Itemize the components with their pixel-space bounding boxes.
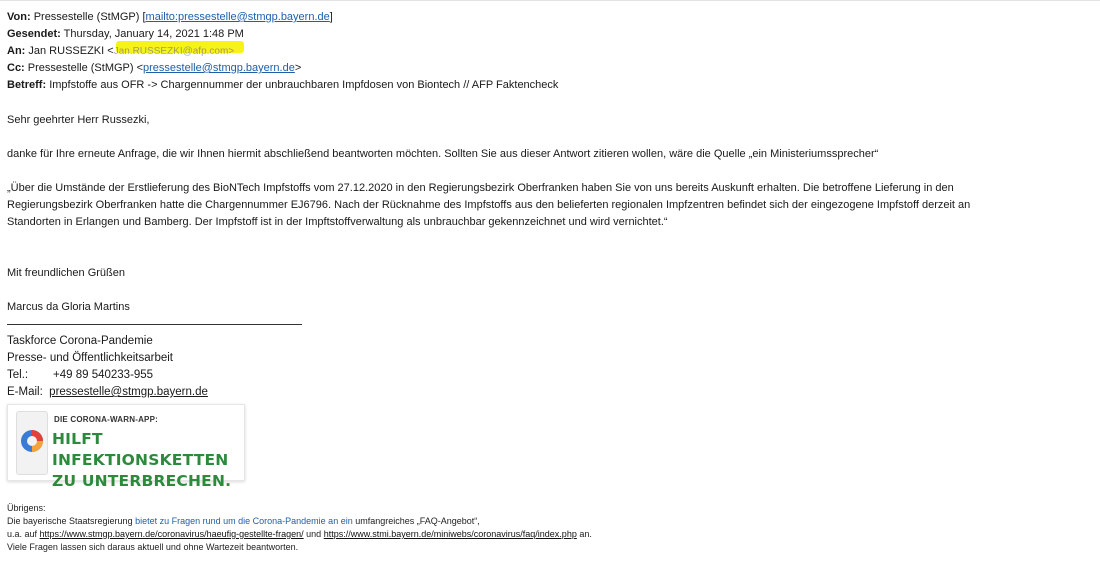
from-label: Von:: [7, 11, 31, 23]
mail-label: E-Mail:: [7, 386, 43, 398]
sender-name: Marcus da Gloria Martins: [7, 301, 130, 313]
from-close: ]: [329, 11, 333, 23]
signature-separator: [7, 324, 302, 325]
corona-warn-app-logo-icon: [19, 428, 45, 454]
redacted-address: [114, 43, 234, 60]
banner-headline-2: ZU UNTERBRECHEN.: [52, 472, 232, 490]
signature-block: [7, 333, 208, 401]
cc-row: [7, 60, 558, 77]
footer-line-2-b: bietet zu Fragen rund um die Corona-Pandemie an ein: [135, 516, 353, 526]
to-label: An:: [7, 45, 26, 57]
signature-line-2: Presse- und Öffentlichkeitsarbeit: [7, 352, 173, 364]
redacted-email: Jan.RUSSEZKI@afp.com>: [113, 46, 235, 57]
quote-line-2: Regierungsbezirk Oberfranken hatte die Chargennummer EJ6796. Nach der Rücknahme des Impfstoffs aus den belieferten regionalen Impfzentren befindet sich der eingezogene Impfstoff derzeit an: [7, 199, 971, 211]
to-row: [7, 43, 558, 60]
top-divider: [0, 0, 1100, 1]
sent-value: Thursday, January 14, 2021 1:48 PM: [63, 28, 244, 40]
footer-line-3-a: u.a. auf: [7, 529, 40, 539]
banner-small-text: DIE CORONA-WARN-APP:: [54, 415, 158, 424]
footer-line-4: Viele Fragen lassen sich daraus aktuell und ohne Wartezeit beantworten.: [7, 542, 299, 552]
cc-close: >: [294, 62, 302, 74]
footer-line-1: Übrigens:: [7, 503, 46, 513]
footer-line-3-b: und: [303, 529, 324, 539]
tel-value: +49 89 540233-955: [53, 369, 154, 381]
signature-tel: [7, 367, 208, 384]
paragraph-quote: [7, 180, 1087, 231]
footer-line-2: [7, 515, 592, 528]
footer-line-2-c: umfangreiches „FAQ-Angebot“,: [352, 516, 480, 526]
signature-line-1: Taskforce Corona-Pandemie: [7, 335, 153, 347]
sent-row: [7, 26, 558, 43]
banner-headline-1: HILFT INFEKTIONSKETTEN: [52, 430, 229, 469]
footer-line-3-c: an.: [576, 529, 592, 539]
to-value: Jan RUSSEZKI <: [28, 45, 114, 57]
tel-label: Tel.:: [7, 369, 29, 381]
faq-link-stmgp[interactable]: https://www.stmgp.bayern.de/coronavirus/haeufig-gestellte-fragen/: [39, 529, 304, 539]
cc-name: Pressestelle (StMGP) <: [27, 62, 144, 74]
cc-label: Cc:: [7, 62, 25, 74]
footer-line-3: [7, 528, 592, 541]
footer-note: [7, 502, 592, 554]
quote-line-1: „Über die Umstände der Erstlieferung des BioNTech Impfstoffs vom 27.12.2020 in den Regierungsbezirk Oberfranken haben Sie von uns bereits Auskunft erhalten. Die betroffene Lieferung in den: [7, 182, 954, 194]
subject-row: [7, 77, 558, 94]
from-mailto-link[interactable]: mailto:pressestelle@stmgp.bayern.de: [145, 11, 330, 23]
greeting: Sehr geehrter Herr Russezki,: [7, 114, 150, 126]
subject-label: Betreff:: [7, 79, 47, 91]
from-row: [7, 9, 558, 26]
signature-mail: [7, 384, 208, 401]
cc-email-link[interactable]: pressestelle@stmgp.bayern.de: [143, 62, 295, 74]
sent-label: Gesendet:: [7, 28, 61, 40]
footer-line-2-a: Die bayerische Staatsregierung: [7, 516, 136, 526]
quote-line-3: Standorten in Erlangen und Bamberg. Der Impfstoff ist in der Impftstoffverwaltung als unbrauchbar gekennzeichnet und wird vernichtet.“: [7, 216, 668, 228]
signature-email-link[interactable]: pressestelle@stmgp.bayern.de: [49, 386, 208, 398]
corona-warn-app-banner[interactable]: [7, 404, 245, 490]
faq-link-stmi[interactable]: https://www.stmi.bayern.de/miniwebs/coronavirus/faq/index.php: [323, 529, 577, 539]
closing: Mit freundlichen Grüßen: [7, 267, 125, 279]
banner-headline: [52, 429, 244, 492]
email-header: [7, 9, 558, 94]
paragraph-intro: danke für Ihre erneute Anfrage, die wir Ihnen hiermit abschließend beantworten möchten. Sollten Sie aus dieser Antwort zitieren wollen, wäre die Quelle „ein Ministeriumssprecher“: [7, 148, 879, 160]
phone-icon: [16, 411, 48, 475]
from-name: Pressestelle (StMGP) [: [33, 11, 146, 23]
subject-value: Impfstoffe aus OFR -> Chargennummer der unbrauchbaren Impfdosen von Biontech // AFP Faktencheck: [49, 79, 559, 91]
